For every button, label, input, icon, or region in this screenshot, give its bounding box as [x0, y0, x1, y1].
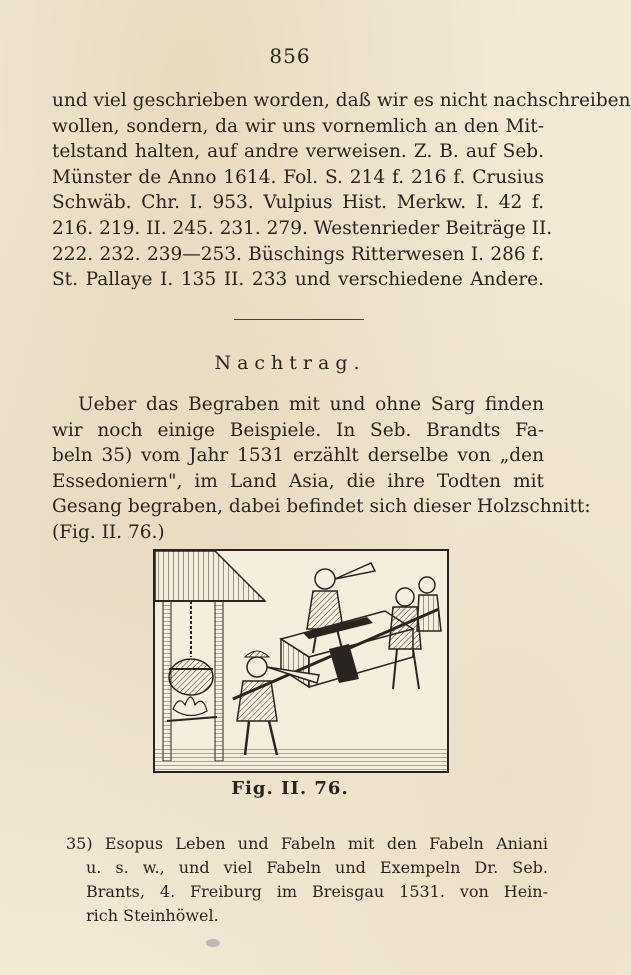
woodcut-figure — [153, 549, 449, 773]
nachtrag-paragraph — [52, 392, 591, 546]
footnote-line: 35) Esopus Leben und Fabeln mit den Fabeln Aniani — [66, 834, 548, 853]
text-line: 222. 232. 239—253. Büschings Ritterwesen I. 286 f. — [52, 243, 544, 265]
text-line: St. Pallaye I. 135 II. 233 und verschiedene Andere. — [52, 269, 544, 291]
text-line: 216. 219. II. 245. 231. 279. Westenrieder Beiträge II. — [52, 217, 553, 239]
footnote-line: rich Steinhöwel. — [86, 906, 219, 925]
text-line: Schwäb. Chr. I. 953. Vulpius Hist. Merkw. I. 42 f. — [52, 192, 544, 214]
text-line: (Fig. II. 76.) — [52, 521, 165, 543]
section-heading: Nachtrag. — [214, 352, 366, 374]
text-line: Gesang begraben, dabei befindet sich dieser Holzschnitt: — [52, 496, 591, 518]
text-line: beln 35) vom Jahr 1531 erzählt derselbe von „den — [52, 445, 544, 467]
text-line: wir noch einige Beispiele. In Seb. Brandts Fa- — [52, 419, 544, 441]
text-line: Ueber das Begraben mit und ohne Sarg finden — [78, 394, 544, 415]
main-paragraph — [52, 88, 631, 293]
footnote-line: Brants, 4. Freiburg im Breisgau 1531. von Hein- — [86, 882, 548, 901]
footnote — [66, 832, 548, 928]
figure-caption: Fig. II. 76. — [231, 778, 349, 799]
ink-speck — [206, 939, 220, 947]
text-line: und viel geschrieben worden, daß wir es nicht nachschreiben — [52, 90, 631, 111]
text-line: telstand halten, auf andre verweisen. Z. B. auf Seb. — [52, 141, 544, 163]
footnote-line: u. s. w., und viel Fabeln und Exempeln Dr. Seb. — [86, 858, 548, 877]
text-line: Essedoniern", im Land Asia, die ihre Todten mit — [52, 470, 544, 492]
page-number: 856 — [269, 44, 311, 68]
text-line: Münster de Anno 1614. Fol. S. 214 f. 216 f. Crusius — [52, 166, 544, 188]
woodcut-illustration — [153, 549, 449, 773]
text-line: wollen, sondern, da wir uns vornemlich an den Mit- — [52, 115, 544, 137]
section-divider — [234, 319, 364, 320]
